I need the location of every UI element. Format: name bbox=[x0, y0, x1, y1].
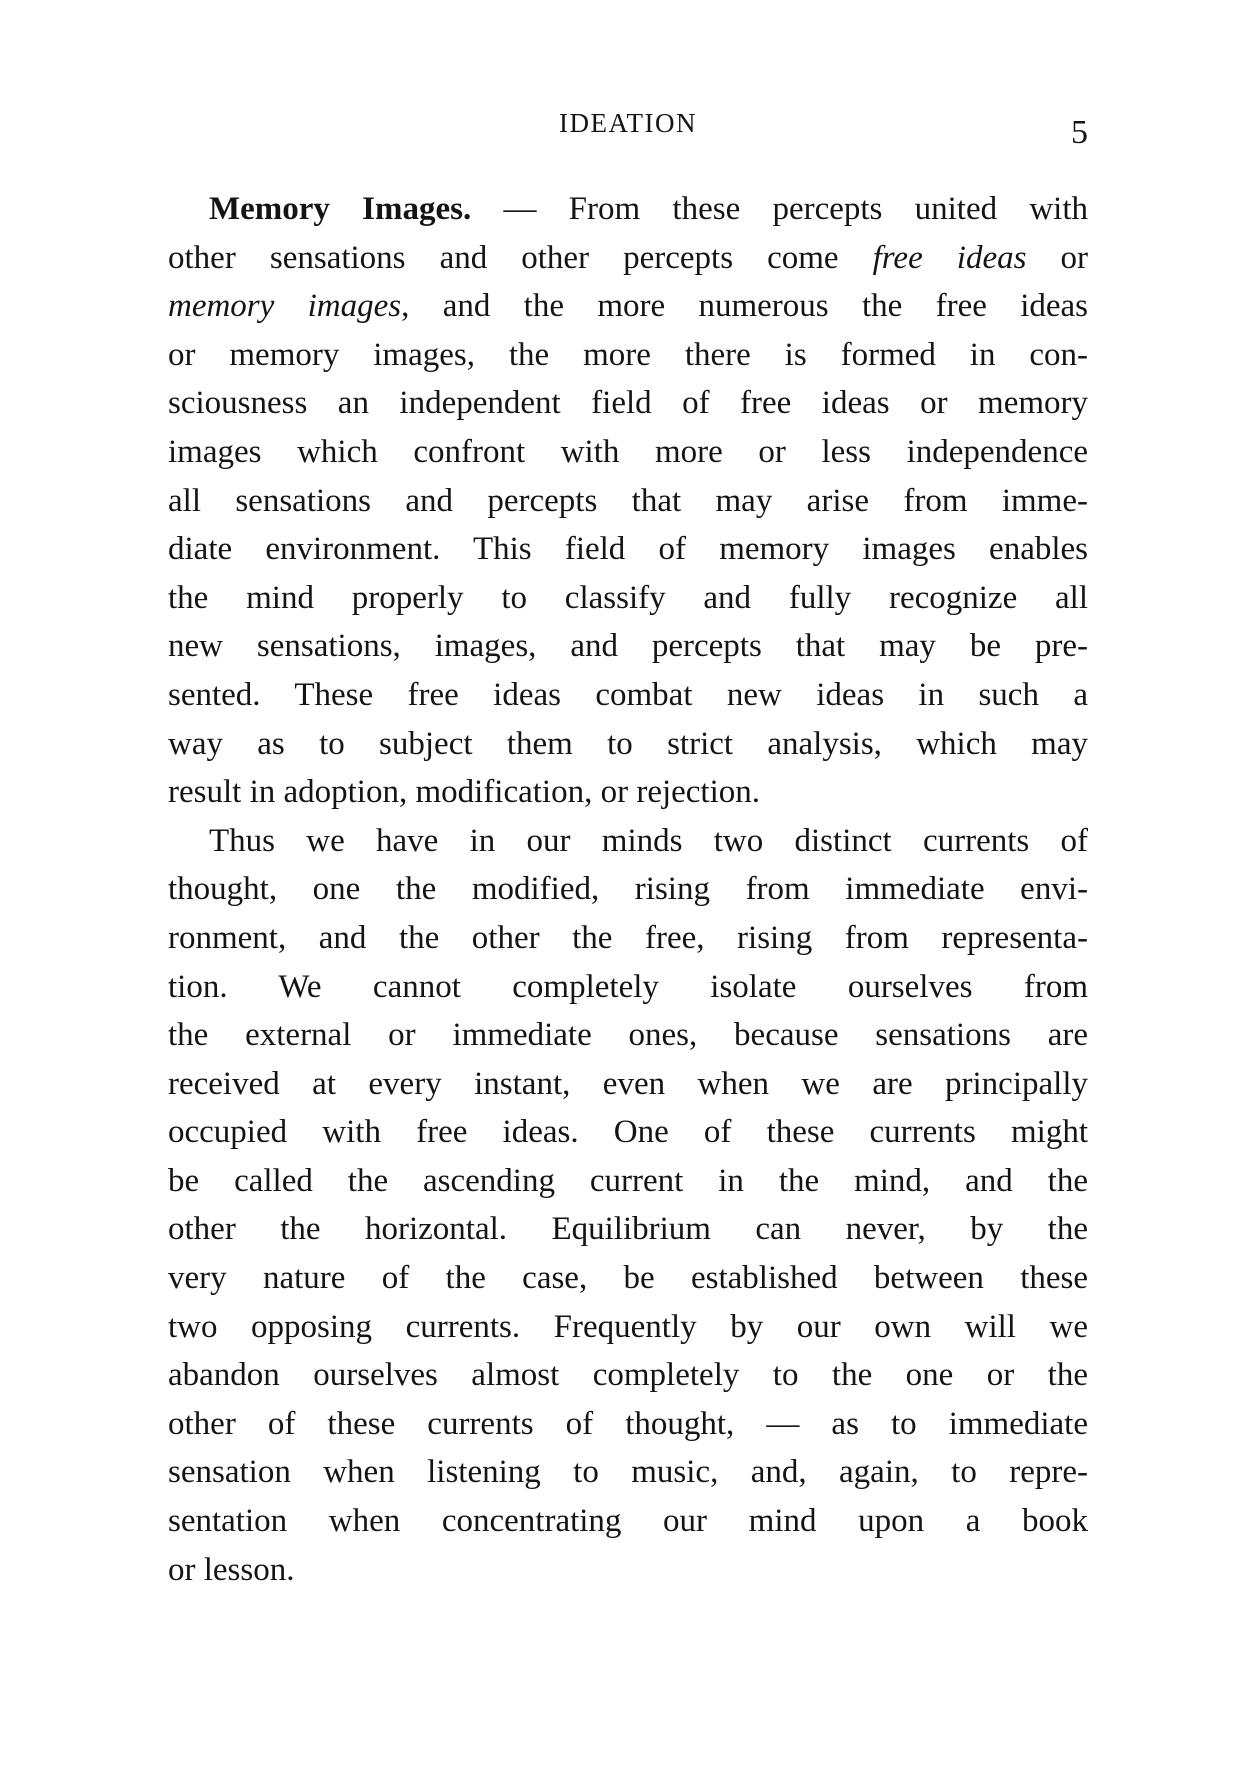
text-line: be called the ascending current in the mind, and the bbox=[168, 1162, 1088, 1199]
text-line: way as to subject them to strict analysis, which may bbox=[168, 725, 1088, 762]
text-line bbox=[168, 282, 1088, 331]
text-line: result in adoption, modification, or rejection. bbox=[168, 774, 761, 811]
text-line: sensation when listening to music, and, again, to repre- bbox=[168, 1454, 1088, 1491]
text-line: two opposing currents. Frequently by our own will we bbox=[168, 1308, 1088, 1345]
text-line: or memory images, the more there is formed in con- bbox=[168, 336, 1088, 373]
page-number: 5 bbox=[1071, 114, 1088, 151]
emphasis-text: memory images bbox=[168, 288, 402, 325]
section-label: Memory Images. bbox=[209, 191, 472, 227]
emphasis-text: free ideas bbox=[872, 239, 1027, 276]
text-line bbox=[168, 185, 1088, 234]
text-line bbox=[168, 234, 1088, 283]
text-line: or lesson. bbox=[168, 1551, 295, 1588]
text-line: the external or immediate ones, because sensations are bbox=[168, 1017, 1088, 1054]
text-line: the mind properly to classify and fully recognize all bbox=[168, 579, 1088, 616]
text-line: very nature of the case, be established between these bbox=[168, 1260, 1088, 1297]
text-line: images which confront with more or less independence bbox=[168, 433, 1088, 470]
running-title: IDEATION bbox=[559, 108, 697, 138]
text-line: all sensations and percepts that may arise from imme- bbox=[168, 482, 1088, 519]
text-segment: or bbox=[1026, 239, 1088, 276]
text-line: other the horizontal. Equilibrium can never, by the bbox=[168, 1211, 1088, 1248]
text-line: diate environment. This field of memory images enables bbox=[168, 531, 1088, 568]
text-line: abandon ourselves almost completely to the one or the bbox=[168, 1357, 1088, 1394]
text-line: Thus we have in our minds two distinct currents of bbox=[209, 822, 1088, 859]
text-line: sentation when concentrating our mind upon a book bbox=[168, 1503, 1088, 1540]
text-segment: other sensations and other percepts come bbox=[168, 239, 873, 276]
text-line: other of these currents of thought, — as to immediate bbox=[168, 1405, 1088, 1442]
text-line: tion. We cannot completely isolate ourselves from bbox=[168, 968, 1088, 1005]
text-segment: — From these percepts united with bbox=[471, 191, 1088, 227]
text-line: received at every instant, even when we are principally bbox=[168, 1065, 1088, 1102]
text-line: occupied with free ideas. One of these currents might bbox=[168, 1114, 1088, 1151]
text-segment: , and the more numerous the free ideas bbox=[401, 288, 1088, 325]
text-line: new sensations, images, and percepts that may be pre- bbox=[168, 628, 1088, 665]
body-text bbox=[168, 185, 1088, 1594]
text-line: sented. These free ideas combat new ideas in such a bbox=[168, 676, 1088, 713]
page-header bbox=[168, 108, 1088, 152]
text-line: thought, one the modified, rising from immediate envi- bbox=[168, 871, 1088, 908]
text-line: ronment, and the other the free, rising from representa- bbox=[168, 919, 1088, 956]
text-line: sciousness an independent field of free ideas or memory bbox=[168, 385, 1088, 422]
